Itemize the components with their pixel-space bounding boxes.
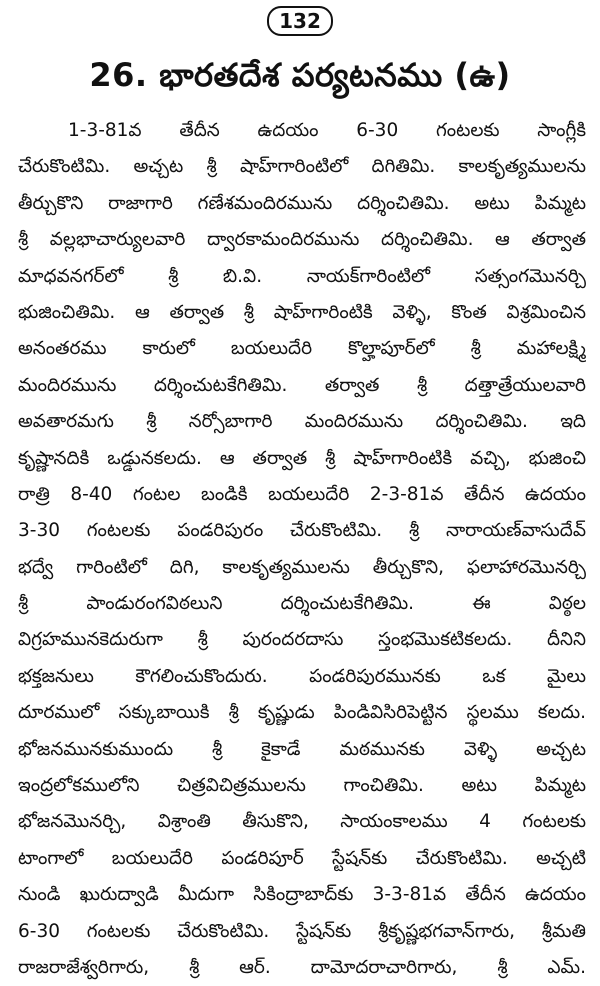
text-line: శ్రీ పాండురంగవిఠలుని దర్శించుటకేగితిమి. ఈ విఠ్ఠల xyxy=(18,593,586,615)
chapter-title: 26. భారతదేశ పర్యటనము (ఉ) xyxy=(89,56,511,94)
text-line: ఇంద్రలోకములోని చిత్రవిచిత్రములను గాంచితిమి. అటు పిమ్మట xyxy=(18,775,586,797)
text-line: భోజనమొనర్చి, విశ్రాంతి తీసుకొని, సాయంకాలము 4 గంటలకు xyxy=(18,811,586,833)
text-line: తీర్చుకొని రాజాగారి గణేశమందిరమును దర్శించితిమి. అటు పిమ్మట xyxy=(18,192,586,214)
body-text xyxy=(18,113,586,986)
text-line: భుజించితిమి. ఆ తర్వాత శ్రీ షాహ్‌గారింటికి వెళ్ళి, కొంత విశ్రమించిన xyxy=(18,301,586,323)
page-number-container xyxy=(0,6,600,36)
text-line: భోజనమునకుముందు శ్రీ కైకాడే మఠమునకు వెళ్ళి అచ్చట xyxy=(18,738,586,760)
text-line: విగ్రహమునకెదురుగా శ్రీ పురందరదాసు స్తంభమొకటికలదు. దీనిని xyxy=(18,629,586,651)
text-line: 1-3-81వ తేదీన ఉదయం 6-30 గంటలకు సాంగ్లీకి xyxy=(68,120,586,141)
text-line: టాంగాలో బయలుదేరి పండరిపూర్ స్టేషన్‌కు చేరుకొంటిమి. అచ్చటి xyxy=(18,847,586,869)
text-line: నుండి ఖురుద్వాడి మీదుగా సికింద్రాబాద్‌కు 3-3-81వ తేదీన ఉదయం xyxy=(18,884,586,906)
text-line: భద్వే గారింటిలో దిగి, కాలకృత్యములను తీర్చుకొని, ఫలాహారమొనర్చి xyxy=(18,556,586,578)
page-number: 132 xyxy=(267,6,333,36)
text-line: శ్రీ వల్లభాచార్యులవారి ద్వారకామందిరమును దర్శించితిమి. ఆ తర్వాత xyxy=(18,229,586,251)
text-line: 3-30 గంటలకు పండరిపురం చేరుకొంటిమి. శ్రీ నారాయణ్‌వాసుదేవ్ xyxy=(18,520,586,542)
text-line: రాజరాజేశ్వరిగారు, శ్రీ ఆర్. దామోదరాచారిగారు, శ్రీ ఎమ్. xyxy=(18,956,586,978)
text-line: చేరుకొంటిమి. అచ్చట శ్రీ షాహ్‌గారింటిలో దిగితిమి. కాలకృత్యములను xyxy=(18,156,586,178)
text-line: అనంతరము కారులో బయలుదేరి కొల్హాపూర్‌లో శ్రీ మహాలక్ష్మి xyxy=(18,338,586,360)
text-line: కృష్ణానదికి ఒడ్డునకలదు. ఆ తర్వాత శ్రీ షాహ్‌గారింటికి వచ్చి, భుజించి xyxy=(18,447,586,469)
text-line: దూరములో సక్కుబాయికి శ్రీ కృష్ణుడు పిండివిసిరిపెట్టిన స్థలము కలదు. xyxy=(18,702,586,724)
text-line: రాత్రి 8-40 గంటల బండికి బయలుదేరి 2-3-81వ తేదీన ఉదయం xyxy=(18,483,586,505)
text-line: మాధవనగర్‌లో శ్రీ బి.వి. నాయక్‌గారింటిలో సత్సంగమొనర్చి xyxy=(18,265,586,287)
text-line: అవతారమగు శ్రీ నర్సోబాగారి మందిరమును దర్శించితిమి. ఇది xyxy=(18,411,586,433)
text-line: మందిరమును దర్శించుటకేగితిమి. తర్వాత శ్రీ దత్తాత్రేయులవారి xyxy=(18,374,586,396)
text-line: 6-30 గంటలకు చేరుకొంటిమి. స్టేషన్‌కు శ్రీకృష్ణభగవాన్‌గారు, శ్రీమతి xyxy=(18,920,586,942)
text-line: భక్తజనులు కౌగలించుకొందురు. పండరిపురమునకు ఒక మైలు xyxy=(18,665,586,687)
